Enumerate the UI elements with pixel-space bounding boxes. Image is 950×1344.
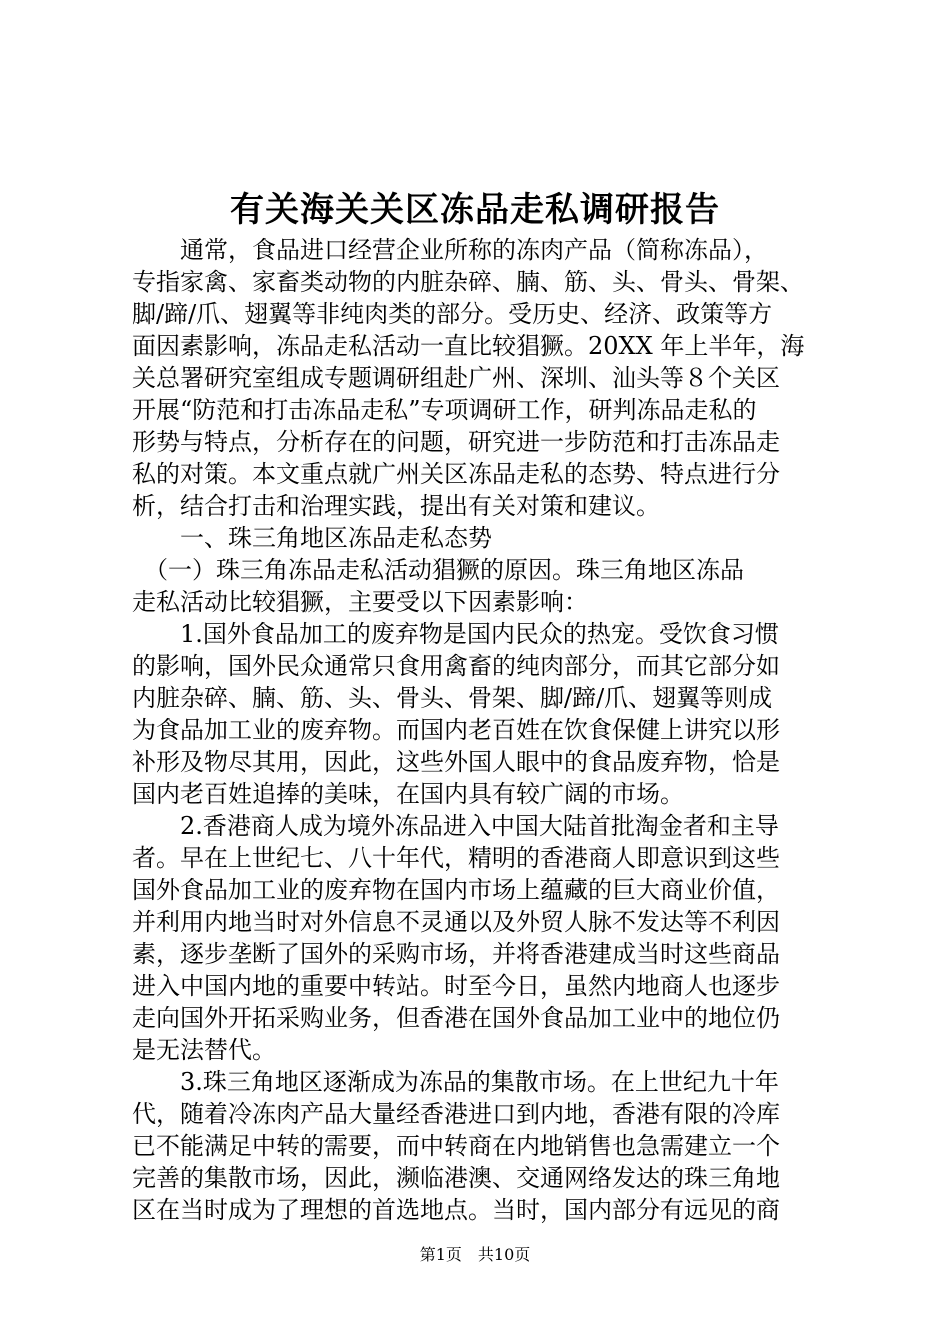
body-line: 补形及物尽其用，因此，这些外国人眼中的食品废弃物，恰是 xyxy=(132,748,780,776)
body-line: 已不能满足中转的需要，而中转商在内地销售也急需建立一个 xyxy=(132,1132,780,1160)
document-title: 有关海关关区冻品走私调研报告 xyxy=(230,190,720,230)
body-line: 面因素影响，冻品走私活动一直比较猖獗。20XX 年上半年，海 xyxy=(132,332,805,360)
body-line: 专指家禽、家畜类动物的内脏杂碎、腩、筋、头、骨头、骨架、 xyxy=(132,268,804,296)
body-line: 走向国外开拓采购业务，但香港在国外食品加工业中的地位仍 xyxy=(132,1004,780,1032)
body-line: 素，逐步垄断了国外的采购市场，并将香港建成当时这些商品 xyxy=(132,940,780,968)
body-line: 内脏杂碎、腩、筋、头、骨头、骨架、脚/蹄/爪、翅翼等则成 xyxy=(132,684,773,712)
body-line: 私的对策。本文重点就广州关区冻品走私的态势、特点进行分 xyxy=(132,460,780,488)
body-line: 国外食品加工业的废弃物在国内市场上蕴藏的巨大商业价值， xyxy=(132,876,780,904)
body-line: 为食品加工业的废弃物。而国内老百姓在饮食保健上讲究以形 xyxy=(132,716,780,744)
body-line: 是无法替代。 xyxy=(132,1036,276,1064)
body-line: 区在当时成为了理想的首选地点。当时，国内部分有远见的商 xyxy=(132,1196,780,1224)
body-line: 2.香港商人成为境外冻品进入中国大陆首批淘金者和主导 xyxy=(132,812,779,840)
body-line: 析，结合打击和治理实践，提出有关对策和建议。 xyxy=(132,492,660,520)
body-line: 形势与特点，分析存在的问题，研究进一步防范和打击冻品走 xyxy=(132,428,780,456)
body-line: 代，随着冷冻肉产品大量经香港进口到内地，香港有限的冷库 xyxy=(132,1100,780,1128)
body-line: 开展“防范和打击冻品走私”专项调研工作，研判冻品走私的 xyxy=(132,396,757,424)
body-line: 走私活动比较猖獗，主要受以下因素影响： xyxy=(132,588,588,616)
body-line: 进入中国内地的重要中转站。时至今日，虽然内地商人也逐步 xyxy=(132,972,780,1000)
body-line: 关总署研究室组成专题调研组赴广州、深圳、汕头等８个关区 xyxy=(132,364,780,392)
body-line: 脚/蹄/爪、翅翼等非纯肉类的部分。受历史、经济、政策等方 xyxy=(132,300,773,328)
body-line: 3.珠三角地区逐渐成为冻品的集散市场。在上世纪九十年 xyxy=(132,1068,779,1096)
body-line: 者。早在上世纪七、八十年代，精明的香港商人即意识到这些 xyxy=(132,844,780,872)
section-heading: 一、珠三角地区冻品走私态势 xyxy=(132,524,492,552)
page-footer: 第1页 共10页 xyxy=(419,1245,531,1264)
body-line: 通常，食品进口经营企业所称的冻肉产品（简称冻品）， xyxy=(132,236,768,264)
body-line: 完善的集散市场，因此，濒临港澳、交通网络发达的珠三角地 xyxy=(132,1164,780,1192)
body-line: 并利用内地当时对外信息不灵通以及外贸人脉不发达等不利因 xyxy=(132,908,780,936)
subsection-heading: （一）珠三角冻品走私活动猖獗的原因。珠三角地区冻品 xyxy=(132,556,744,584)
body-line: 国内老百姓追捧的美味，在国内具有较广阔的市场。 xyxy=(132,780,684,808)
body-line: 的影响，国外民众通常只食用禽畜的纯肉部分，而其它部分如 xyxy=(132,652,780,680)
body-line: 1.国外食品加工的废弃物是国内民众的热宠。受饮食习惯 xyxy=(132,620,779,648)
